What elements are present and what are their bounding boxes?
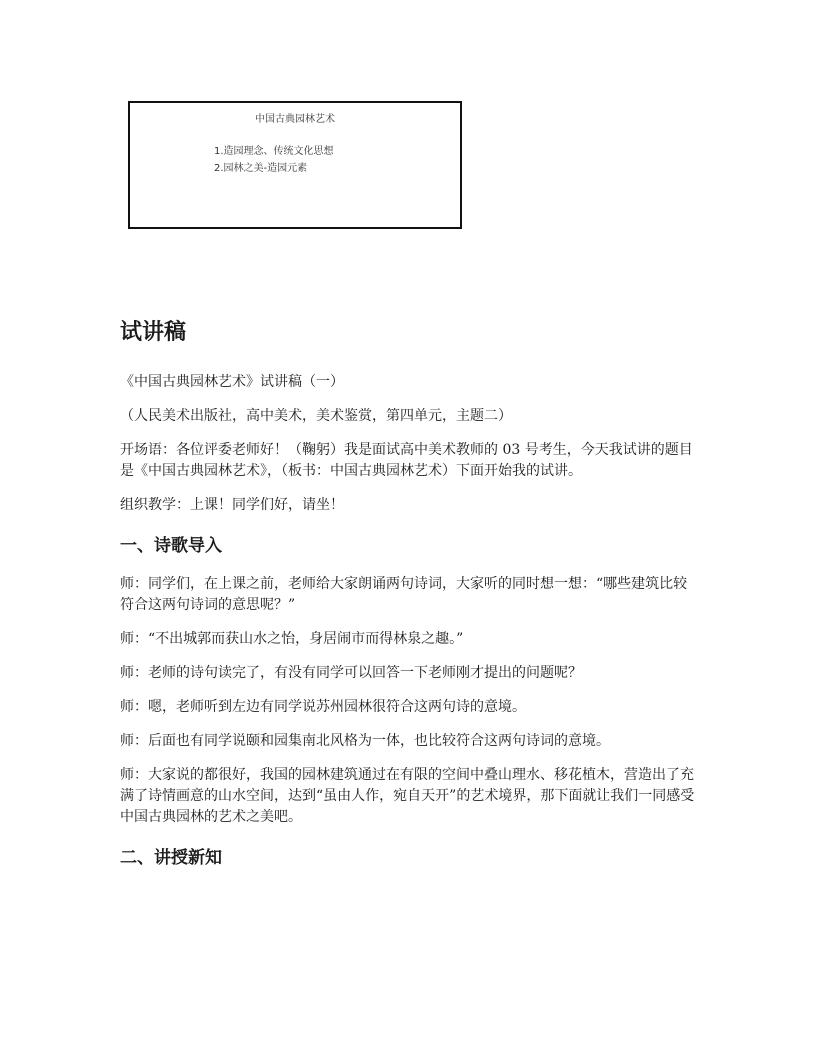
class-organization-paragraph: 组织教学：上课！同学们好，请坐！ (120, 497, 344, 513)
opening-remarks-paragraph: 开场语：各位评委老师好！（鞠躬）我是面试高中美术教师的 03 号考生，今天我试讲的题目是《中国古典园林艺术》，（板书：中国古典园林艺术）下面开始我的试讲。 (120, 442, 693, 479)
teacher-line: 师：后面也有同学说颐和园集南北风格为一体，也比较符合这两句诗词的意境。 (120, 733, 610, 749)
lesson-title-paragraph: 《中国古典园林艺术》试讲稿（一） (120, 374, 344, 390)
teacher-line: 师：大家说的都很好，我国的园林建筑通过在有限的空间中叠山理水、移花植木，营造出了充满了诗情画意的山水空间，达到“虽由人作，宛自天开”的艺术境界，那下面就让我们一同感受中国古典园林的艺术之美吧。 (120, 767, 695, 825)
teacher-line: 师：嗯，老师听到左边有同学说苏州园林很符合这两句诗的意境。 (120, 699, 526, 715)
blackboard-line: 1.造园理念、传统文化思想 (214, 146, 334, 157)
blackboard-outline (214, 143, 334, 177)
blackboard-title: 中国古典园林艺术 (255, 114, 335, 125)
document-heading: 试讲稿 (120, 320, 187, 345)
document-body (120, 318, 700, 886)
textbook-info-paragraph: （人民美术出版社，高中美术，美术鉴赏，第四单元，主题二） (120, 408, 512, 424)
teacher-line: 师：老师的诗句读完了，有没有同学可以回答一下老师刚才提出的问题呢？ (120, 665, 582, 681)
teacher-line: 师：同学们，在上课之前，老师给大家朗诵两句诗词，大家听的同时想一想：“哪些建筑比较符合这两句诗词的意思呢？” (120, 576, 688, 613)
section-heading-poetry-intro: 一、诗歌导入 (120, 536, 222, 556)
blackboard-line: 2.园林之美-造园元素 (214, 163, 308, 174)
blackboard-design-box (128, 101, 462, 229)
teacher-line: 师：“不出城郭而获山水之怡，身居闹市而得林泉之趣。” (120, 631, 464, 647)
section-heading-new-knowledge: 二、讲授新知 (120, 848, 222, 868)
